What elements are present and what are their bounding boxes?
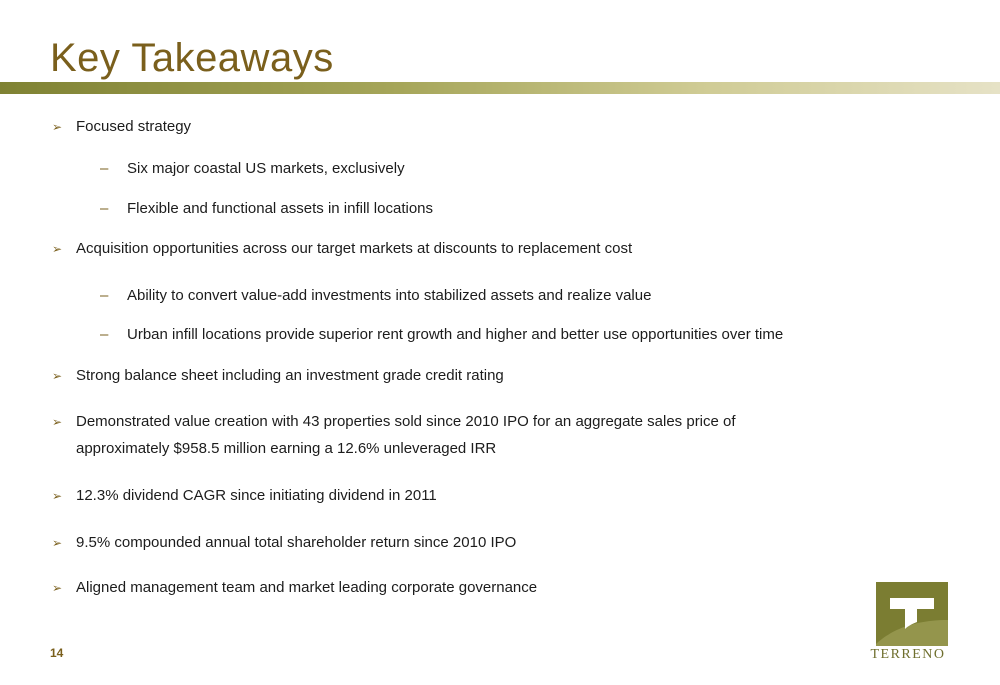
bullet-text: Strong balance sheet including an investment grade credit rating [76, 367, 504, 384]
bullet-arrow-icon: ➢ [52, 120, 63, 134]
dash-icon: – [100, 287, 109, 304]
bullet-arrow-icon: ➢ [52, 415, 63, 429]
slide-title: Key Takeaways [50, 36, 334, 80]
bullet-text: 9.5% compounded annual total shareholder return since 2010 IPO [76, 534, 517, 551]
bullet-arrow-icon: ➢ [52, 369, 63, 383]
sub-bullet-text: Six major coastal US markets, exclusively [127, 160, 405, 177]
page-number: 14 [50, 646, 64, 660]
bullet-arrow-icon: ➢ [52, 489, 63, 503]
bullet-item [52, 411, 836, 433]
bullet-item [52, 365, 836, 387]
bullet-continuation [52, 438, 836, 460]
bullet-text: 12.3% dividend CAGR since initiating dividend in 2011 [76, 487, 437, 504]
bullet-arrow-icon: ➢ [52, 242, 63, 256]
sub-bullet-text: Ability to convert value-add investments into stabilized assets and realize value [127, 287, 652, 304]
sub-bullet-item [100, 324, 783, 346]
bullet-item [52, 238, 836, 260]
bullet-item [52, 532, 836, 554]
sub-bullet-item [100, 198, 433, 220]
dash-icon: – [100, 200, 109, 217]
company-logo-text: TERRENO [870, 647, 946, 662]
bullet-text: Acquisition opportunities across our target markets at discounts to replacement cost [76, 240, 633, 257]
bullet-arrow-icon: ➢ [52, 536, 63, 550]
dash-icon: – [100, 160, 109, 177]
bullet-text: Demonstrated value creation with 43 properties sold since 2010 IPO for an aggregate sales price of [76, 413, 736, 430]
bullet-arrow-icon: ➢ [52, 581, 63, 595]
bullet-item [52, 485, 836, 507]
sub-bullet-text: Urban infill locations provide superior rent growth and higher and better use opportunities over time [127, 326, 784, 343]
sub-bullet-item [100, 158, 405, 180]
dash-icon: – [100, 326, 109, 343]
sub-bullet-item [100, 285, 651, 307]
sub-bullet-text: Flexible and functional assets in infill locations [127, 200, 433, 217]
title-divider-bar [0, 82, 1000, 94]
bullet-item [52, 577, 836, 599]
bullet-text: approximately $958.5 million earning a 12.6% unleveraged IRR [76, 440, 497, 457]
bullet-spacer [52, 438, 76, 460]
bullet-item [52, 116, 836, 138]
bullet-text: Aligned management team and market leading corporate governance [76, 579, 538, 596]
bullet-text: Focused strategy [76, 118, 192, 135]
